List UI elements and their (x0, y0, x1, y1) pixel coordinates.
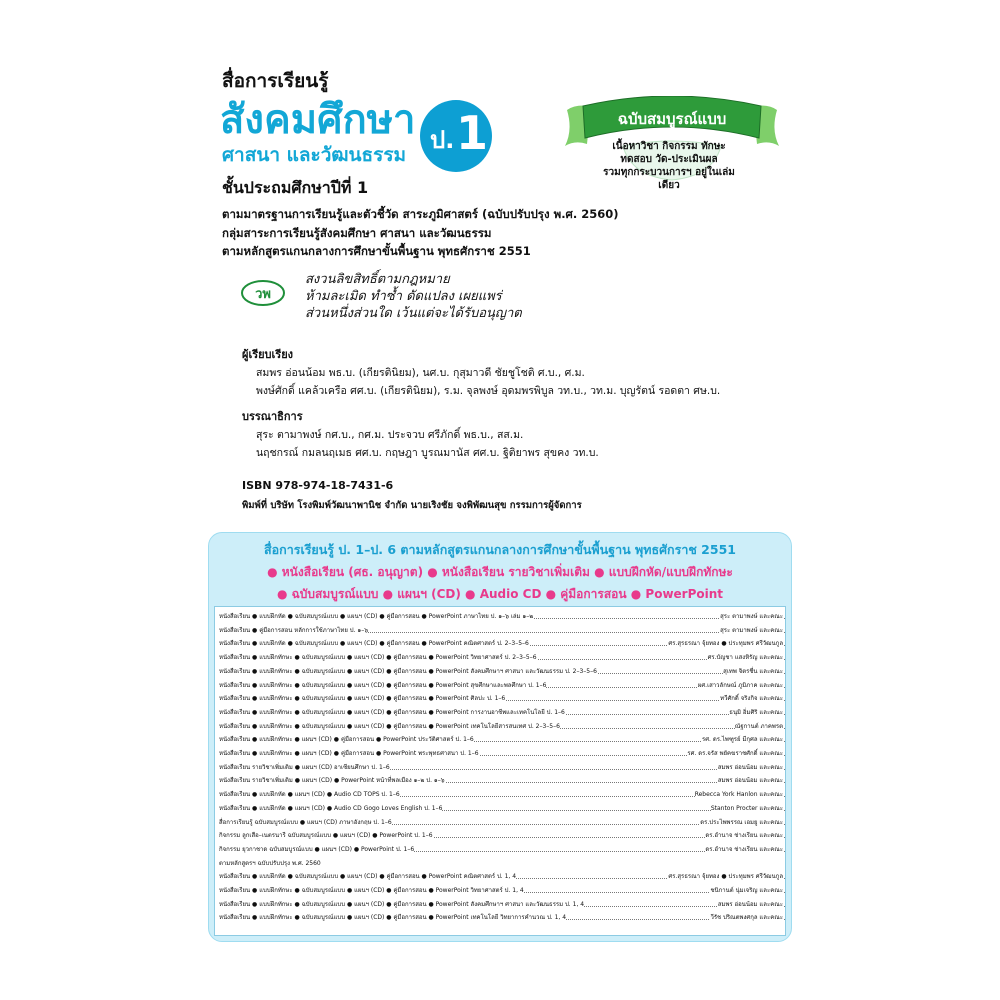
catalog-row-title: หนังสือเรียน ● แบบฝึกทักษะ ● ฉบับสมบูรณ์แบบ ● แผนฯ (CD) ● คู่มือการสอน ● PowerPoint สังคมศึกษาฯ ศาสนา และวัฒนธรรม ป. 2–3–5–6 (219, 666, 597, 678)
catalog-row-title: หนังสือเรียน ● แบบฝึกทักษะ ● ฉบับสมบูรณ์แบบ ● แผนฯ (CD) ● คู่มือการสอน ● PowerPoint เทคโนโลยี วิทยาการคำนวณ ป. 1, 4 (219, 912, 566, 924)
catalog-row-author: ศร.บัญชา แสงหิรัญ และคณะ (708, 652, 783, 664)
series-label: สื่อการเรียนรู้ (222, 70, 329, 92)
ribbon-line: เนื้อหาวิชา กิจกรรม ทักษะ (612, 141, 726, 152)
catalog-row-author: สุระ ตามาพงษ์ และคณะ (720, 611, 783, 623)
catalog-row-title: หนังสือเรียน ● แบบฝึกทักษะ ● ฉบับสมบูรณ์แบบ ● แผนฯ (CD) ● คู่มือการสอน ● PowerPoint วิทยาศาสตร์ ป. 1, 4 (219, 885, 524, 897)
catalog-row-title: หนังสือเรียน ● แบบฝึกหัด ● ฉบับสมบูรณ์แบบ ● แผนฯ (CD) ● คู่มือการสอน ● PowerPoint คณิตศาสตร์ ป. 1, 4 (219, 871, 516, 883)
logo-text: วพ (255, 287, 271, 302)
catalog-row-author: ณัฐกานต์ ภาคพรต (735, 721, 783, 733)
catalog-row-author: รศ. ดร.จรัส พยัคฆราชศักดิ์ และคณะ (687, 748, 783, 760)
catalog-row (219, 652, 785, 664)
catalog-row-author: สมพร อ่อนน้อม และคณะ (718, 899, 783, 911)
catalog-row-author: สมพร อ่อนน้อม และคณะ (718, 775, 783, 787)
grade-number: 1 (456, 106, 489, 160)
catalog-row-author: ธนุมิ อิ่มศิริ และคณะ (729, 707, 783, 719)
catalog-row-author: ดร.อำนาจ ช่างเรียน และคณะ (705, 844, 783, 856)
catalog-row-title: หนังสือเรียน ● แบบฝึกทักษะ ● ฉบับสมบูรณ์แบบ ● แผนฯ (CD) ● คู่มือการสอน ● PowerPoint สังคมศึกษาฯ ศาสนา และวัฒนธรรม ป. 1, 4 (219, 899, 584, 911)
catalog-row-title: หนังสือเรียน ● แบบฝึกทักษะ ● ฉบับสมบูรณ์แบบ ● แผนฯ (CD) ● คู่มือการสอน ● PowerPoint เทคโนโลยีสารสนเทศ ป. 2–3–5–6 (219, 721, 560, 733)
catalog-row-author: รศ. ดร.ไพฑูรย์ มีกุศล และคณะ (702, 734, 783, 746)
standard-line: ตามมาตรฐานการเรียนรู้และตัวชี้วัด สาระภูมิศาสตร์ (ฉบับปรับปรุง พ.ศ. 2560) (222, 207, 619, 221)
catalog-row (219, 789, 785, 801)
catalog-row-author: ศร.สุรธรณา จุ้ยทอง ● ประทุมพร ศรีวัฒนกูล (668, 871, 783, 883)
catalog-row-author: ผศ.เสาวลักษณ์ ภูมิภาค และคณะ (698, 680, 783, 692)
catalog-row-title: หนังสือเรียน ● แบบฝึกทักษะ ● ฉบับสมบูรณ์แบบ ● แผนฯ (CD) ● คู่มือการสอน ● PowerPoint การงานอาชีพและเทคโนโลยี ป. 1–6 (219, 707, 565, 719)
grade-line: ชั้นประถมศึกษาปีที่ 1 (222, 178, 369, 197)
copyright-line: สงวนลิขสิทธิ์ตามกฎหมาย (305, 272, 450, 287)
compilers-heading: ผู้เรียบเรียง (242, 348, 294, 361)
ribbon-description (594, 140, 744, 192)
ribbon-line: รวมทุกกระบวนการฯ อยู่ในเล่มเดียว (603, 167, 735, 191)
subject-title: สังคมศึกษา (220, 97, 416, 143)
grade-prefix: ป. (430, 126, 455, 154)
catalog-row-title: หนังสือเรียน ● แบบฝึกหัด ● แผนฯ (CD) ● Audio CD Gogo Loves English ป. 1–6 (219, 803, 442, 815)
catalog-row-author: ดร.ประไพพรรณ เอมยู และคณะ (700, 817, 783, 829)
catalog-row (219, 830, 785, 842)
compiler-line: สมพร อ่อนน้อม พธ.บ. (เกียรตินิยม), นศ.บ. กุสุมาวดี ชัยชูโชติ ศ.บ., ศ.ม. (256, 367, 585, 379)
catalog-row (219, 721, 785, 733)
catalog-row-title: หนังสือเรียน รายวิชาเพิ่มเติม ● แผนฯ (CD) อาเซียนศึกษา ป. 1–6 (219, 762, 390, 774)
catalog-row-title: หนังสือเรียน ● แบบฝึกทักษะ ● แผนฯ (CD) ● คู่มือการสอน ● PowerPoint พระพุทธศาสนา ป. 1–6 (219, 748, 479, 760)
catalog-row (219, 817, 785, 829)
catalog-row (219, 844, 785, 856)
catalog-row (219, 611, 785, 623)
grade-badge (420, 100, 492, 172)
editor-line: สุระ ตามาพงษ์ กศ.บ., กศ.ม. ประจวบ ศรีภักดิ์ พธ.บ., สส.ม. (256, 429, 524, 441)
catalog-row-author: ทวีศักดิ์ จริงกิจ และคณะ (720, 693, 783, 705)
copyright-line: ห้ามละเมิด ทำซ้ำ ดัดแปลง เผยแพร่ (305, 289, 502, 304)
catalog-row (219, 693, 785, 705)
catalog-row-author: สุเทพ จิตรชื่น และคณะ (723, 666, 783, 678)
catalog-row-title: หนังสือเรียน ● แบบฝึกหัด ● ฉบับสมบูรณ์แบบ ● แผนฯ (CD) ● คู่มือการสอน ● PowerPoint ภาษาไทย ป. ๑–๖ เล่ม ๑–๒ (219, 611, 533, 623)
ribbon-line: ทดสอบ วัด-ประเมินผล (620, 154, 718, 165)
standard-line: กลุ่มสาระการเรียนรู้สังคมศึกษา ศาสนา และวัฒนธรรม (222, 226, 492, 240)
catalog-row (219, 748, 785, 760)
compiler-line: พงษ์ศักดิ์ แคล้วเครือ ศศ.บ. (เกียรตินิยม), ร.ม. จุลพงษ์ อุดมพรพิบูล วท.บ., วท.ม. บุญรัตน์ รอดตา ศษ.บ. (256, 385, 721, 397)
catalog-row (219, 775, 785, 787)
catalog-row-author: ดร.อำนาจ ช่างเรียน และคณะ (705, 830, 783, 842)
catalog-row-title: หนังสือเรียน ● แบบฝึกทักษะ ● ฉบับสมบูรณ์แบบ ● แผนฯ (CD) ● คู่มือการสอน ● PowerPoint ศิลปะ ป. 1–6 (219, 693, 505, 705)
catalog-row-title: หนังสือเรียน รายวิชาเพิ่มเติม ● แผนฯ (CD) ● PowerPoint หน้าที่พลเมือง ๑–๒ ป. ๑–๖ (219, 775, 445, 787)
catalog-row-author: ชนิกานต์ นุ่มเจริญ และคณะ (710, 885, 783, 897)
catalog-row (219, 734, 785, 746)
catalog-row-title: หนังสือเรียน ● แบบฝึกหัด ● ฉบับสมบูรณ์แบบ ● แผนฯ (CD) ● คู่มือการสอน ● PowerPoint คณิตศาสตร์ ป. 2–3–5–6 (219, 638, 529, 650)
catalog-row-author: Stanton Procter และคณะ (711, 803, 783, 815)
catalog-row (219, 762, 785, 774)
catalog-row-title: กิจกรรม ลูกเสือ–เนตรนารี ฉบับสมบูรณ์แบบ ● แผนฯ (CD) ● PowerPoint ป. 1–6 (219, 830, 433, 842)
ribbon-title: ฉบับสมบูรณ์แบบ (617, 110, 727, 128)
catalog-row (219, 871, 785, 883)
isbn: ISBN 978-974-18-7431-6 (242, 479, 394, 492)
catalog-types-line: ● หนังสือเรียน (ศธ. อนุญาต) ● หนังสือเรียน รายวิชาเพิ่มเติม ● แบบฝึกหัด/แบบฝึกทักษะ (267, 565, 733, 579)
editors-heading: บรรณาธิการ (242, 410, 303, 423)
catalog-row (219, 885, 785, 897)
catalog-row (219, 912, 785, 924)
catalog-row-title: หนังสือเรียน ● แบบฝึกทักษะ ● ฉบับสมบูรณ์แบบ ● แผนฯ (CD) ● คู่มือการสอน ● PowerPoint วิทยาศาสตร์ ป. 2–3–5–6 (219, 652, 537, 664)
catalog-row-title: กิจกรรม ยุวกาชาด ฉบับสมบูรณ์แบบ ● แผนฯ (CD) ● PowerPoint ป. 1–6 (219, 844, 414, 856)
printer-line: พิมพ์ที่ บริษัท โรงพิมพ์วัฒนาพานิช จำกัด นายเริงชัย จงพิพัฒนสุข กรรมการผู้จัดการ (242, 500, 582, 511)
catalog-row (219, 899, 785, 911)
catalog-row-title: สื่อการเรียนรู้ ฉบับสมบูรณ์แบบ ● แผนฯ (CD) ภาษาอังกฤษ ป. 1–6 (219, 817, 392, 829)
catalog-heading: สื่อการเรียนรู้ ป. 1–ป. 6 ตามหลักสูตรแกนกลางการศึกษาขั้นพื้นฐาน พุทธศักราช 2551 (264, 542, 736, 557)
catalog-row-title: ตามหลักสูตรฯ ฉบับปรับปรุง พ.ศ. 2560 (219, 858, 321, 870)
standard-line: ตามหลักสูตรแกนกลางการศึกษาขั้นพื้นฐาน พุทธศักราช 2551 (222, 244, 531, 258)
catalog-types-line: ● ฉบับสมบูรณ์แบบ ● แผนฯ (CD) ● Audio CD ● คู่มือการสอน ● PowerPoint (276, 587, 724, 601)
catalog-row (219, 638, 785, 650)
catalog-row-author: สมพร อ่อนน้อม และคณะ (718, 762, 783, 774)
catalog-row-title: หนังสือเรียน ● แบบฝึกทักษะ ● ฉบับสมบูรณ์แบบ ● แผนฯ (CD) ● คู่มือการสอน ● PowerPoint สุขศึกษาและพลศึกษา ป. 1–6 (219, 680, 546, 692)
copyright-line: ส่วนหนึ่งส่วนใด เว้นแต่จะได้รับอนุญาต (305, 306, 522, 321)
catalog-row-author: Rebecca York Hanlon และคณะ (695, 789, 783, 801)
catalog-row-title: หนังสือเรียน ● แบบฝึกทักษะ ● แผนฯ (CD) ● คู่มือการสอน ● PowerPoint ประวัติศาสตร์ ป. 1–6 (219, 734, 474, 746)
catalog-row-title: หนังสือเรียน ● แบบฝึกหัด ● แผนฯ (CD) ● Audio CD TOPS ป. 1–6 (219, 789, 400, 801)
editor-line: นฤชกรณ์ กมลนฤเมธ ศศ.บ. กฤษฎา บูรณมานัส ศศ.บ. ฐิติยาพร สุขคง วท.บ. (256, 447, 599, 459)
catalog-row (219, 858, 785, 870)
catalog-row-author: วีรัช ปริณตพงศกุล และคณะ (710, 912, 783, 924)
publisher-logo (241, 280, 285, 306)
catalog-row (219, 680, 785, 692)
catalog-row (219, 625, 785, 637)
catalog-row (219, 803, 785, 815)
catalog-row-author: ศร.สุรธรณา จุ้ยทอง ● ประทุมพร ศรีวัฒนกูล (668, 638, 783, 650)
catalog-row (219, 666, 785, 678)
catalog-row-title: หนังสือเรียน ● คู่มือการสอน หลักการใช้ภาษาไทย ป. ๑–๖ (219, 625, 368, 637)
catalog-row-author: สุระ ตามาพงษ์ และคณะ (720, 625, 783, 637)
catalog-row (219, 707, 785, 719)
subject-subtitle: ศาสนา และวัฒนธรรม (222, 144, 407, 166)
